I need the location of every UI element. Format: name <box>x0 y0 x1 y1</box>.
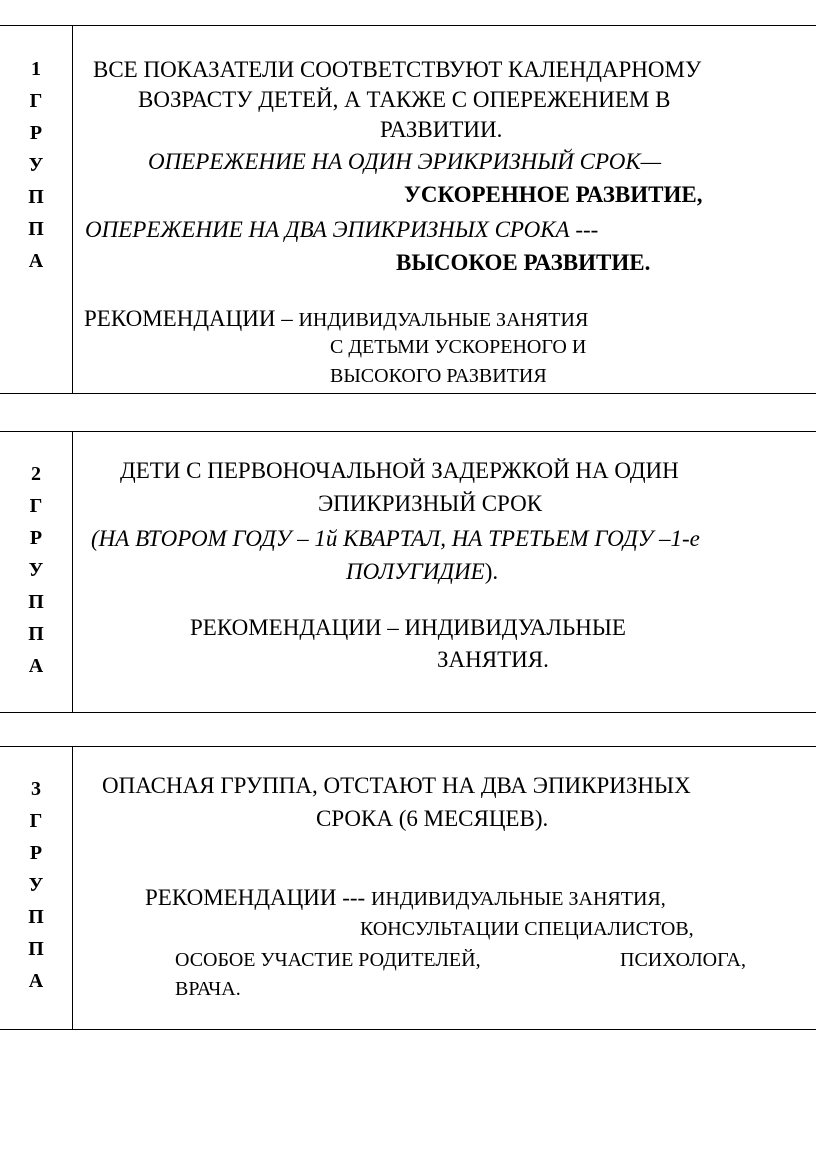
recommendation-text: ИНДИВИДУАЛЬНЫЕ ЗАНЯТИЯ <box>298 309 589 331</box>
text-line: ВЫСОКОГО РАЗВИТИЯ <box>330 365 547 387</box>
group-letter: П <box>28 623 44 645</box>
group-3-label <box>0 779 72 1003</box>
text-line: ОПЕРЕЖЕНИЕ НА ОДИН ЭРИКРИЗНЫЙ СРОК— <box>148 149 662 174</box>
text-line: УСКОРЕННОЕ РАЗВИТИЕ, <box>404 182 703 207</box>
group-3-block <box>0 746 816 1030</box>
group-letter: П <box>28 938 44 960</box>
text-line: ДЕТИ С ПЕРВОНОЧАЛЬНОЙ ЗАДЕРЖКОЙ НА ОДИН <box>120 458 679 483</box>
group-letter: А <box>28 655 44 677</box>
group-letter: А <box>28 970 44 992</box>
group-letter: П <box>28 906 44 928</box>
group-1-label <box>0 59 72 283</box>
group-letter: Р <box>29 527 43 549</box>
recommendation-line: РЕКОМЕНДАЦИИ – ИНДИВИДУАЛЬНЫЕ <box>190 615 626 640</box>
group-letter: У <box>28 874 44 896</box>
text-italic: ПОЛУГИДИЕ <box>346 559 485 584</box>
text-line: ОПЕРЕЖЕНИЕ НА ДВА ЭПИКРИЗНЫХ СРОКА --- <box>85 217 599 242</box>
recommendation-line <box>145 886 666 909</box>
text-line: РАЗВИТИИ. <box>380 117 503 142</box>
group-number: 1 <box>31 58 41 80</box>
column-divider <box>72 747 73 1029</box>
text-line: ЗАНЯТИЯ. <box>437 647 549 672</box>
group-letter: У <box>28 559 44 581</box>
group-letter: Г <box>29 810 43 832</box>
column-divider <box>72 432 73 712</box>
group-letter: П <box>28 218 44 240</box>
recommendation-line <box>84 307 588 330</box>
text-line: ПСИХОЛОГА, <box>620 949 746 971</box>
text-line: ЭПИКРИЗНЫЙ СРОК <box>318 491 543 516</box>
group-letter: П <box>28 186 44 208</box>
group-letter: Г <box>29 90 43 112</box>
group-letter: У <box>28 154 44 176</box>
text-line: ВОЗРАСТУ ДЕТЕЙ, А ТАКЖЕ С ОПЕРЕЖЕНИЕМ В <box>138 87 671 112</box>
group-number: 2 <box>31 463 41 485</box>
group-letter: Г <box>29 495 43 517</box>
text-line: С ДЕТЬМИ УСКОРЕНОГО И <box>330 336 587 358</box>
text-line: ВЫСОКОЕ РАЗВИТИЕ. <box>396 250 651 275</box>
text-line: ОСОБОЕ УЧАСТИЕ РОДИТЕЛЕЙ, <box>175 949 481 971</box>
group-2-label <box>0 464 72 688</box>
text-line: КОНСУЛЬТАЦИИ СПЕЦИАЛИСТОВ, <box>360 918 694 940</box>
group-letter: Р <box>29 842 43 864</box>
recommendation-prefix: РЕКОМЕНДАЦИИ --- <box>145 885 371 910</box>
group-1-block <box>0 25 816 394</box>
group-letter: П <box>28 591 44 613</box>
text-line: (НА ВТОРОМ ГОДУ – 1й КВАРТАЛ, НА ТРЕТЬЕМ ГОДУ –1-е <box>91 526 700 551</box>
group-letter: А <box>28 250 44 272</box>
group-2-block <box>0 431 816 713</box>
column-divider <box>72 26 73 393</box>
recommendation-text: ИНДИВИДУАЛЬНЫЕ ЗАНЯТИЯ, <box>370 888 666 910</box>
text-line: ВСЕ ПОКАЗАТЕЛИ СООТВЕТСТВУЮТ КАЛЕНДАРНОМУ <box>93 57 702 82</box>
group-letter: Р <box>29 122 43 144</box>
group-number: 3 <box>31 778 41 800</box>
recommendation-prefix: РЕКОМЕНДАЦИИ – <box>84 306 299 331</box>
text-line <box>346 560 498 583</box>
text-line: СРОКА (6 МЕСЯЦЕВ). <box>316 806 549 831</box>
text-line: ОПАСНАЯ ГРУППА, ОТСТАЮТ НА ДВА ЭПИКРИЗНЫХ <box>102 773 691 798</box>
text-line: ВРАЧА. <box>175 978 241 1000</box>
text-plain: ). <box>484 559 499 584</box>
